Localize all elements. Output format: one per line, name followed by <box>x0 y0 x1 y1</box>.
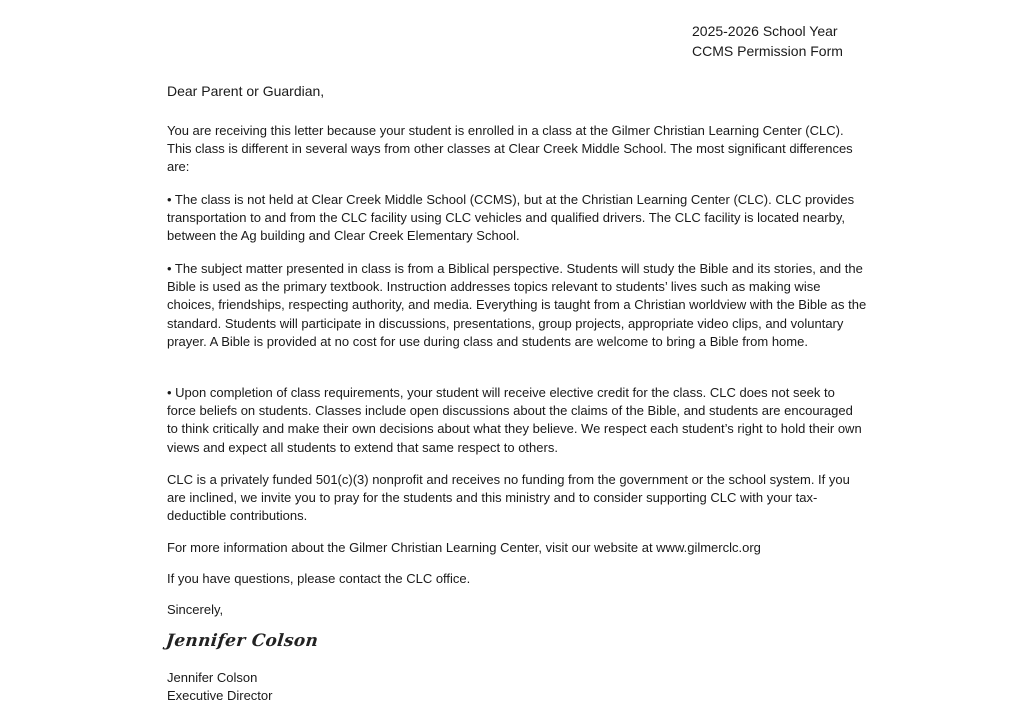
closing: Sincerely, <box>167 602 224 617</box>
bullet-subject-matter: • The subject matter presented in class is from a Biblical perspective. Students will study the Bible and its stories, and the Bible is used as the primary textbook. Instruction addresses topics relevant to students’ lives such as making wise choices, friendships, respecting authority, and media. Everything is taught from a Christian worldview with the Bible as the standard. Students will participate in discussions, presentations, group projects, appropriate video clips, and voluntary prayer. A Bible is provided at no cost for use during class and students are welcome to bring a Bible from home. <box>167 261 867 349</box>
salutation: Dear Parent or Guardian, <box>167 83 325 99</box>
form-title: CCMS Permission Form <box>692 43 843 59</box>
signer-title: Executive Director <box>167 688 273 703</box>
letter-body <box>164 82 867 703</box>
school-year: 2025-2026 School Year <box>692 23 838 39</box>
form-header <box>692 21 843 61</box>
funding-paragraph: CLC is a privately funded 501(c)(3) nonprofit and receives no funding from the government or the school system. If you are inclined, we invite you to pray for the students and this ministry and to consider supporting CLC with your tax-deductible contributions. <box>167 472 850 524</box>
bullet-location: • The class is not held at Clear Creek Middle School (CCMS), but at the Christian Learning Center (CLC). CLC provides transportation to and from the CLC facility using CLC vehicles and qualified drivers. The CLC facility is located nearby, between the Ag building and Clear Creek Elementary School. <box>167 192 855 244</box>
more-info-paragraph: For more information about the Gilmer Christian Learning Center, visit our website at www.gilmerclc.org <box>167 540 761 555</box>
questions-paragraph: If you have questions, please contact the CLC office. <box>167 571 471 586</box>
handwritten-signature: Jennifer Colson <box>164 631 320 651</box>
signer-name: Jennifer Colson <box>167 670 258 685</box>
bullet-credit: • Upon completion of class requirements, your student will receive elective credit for the class. CLC does not seek to force beliefs on students. Classes include open discussions about the claims of the Bible, and students are encouraged to think critically and make their own decisions about what they believe. We respect each student’s right to hold their own views and expect all students to extend that same respect to others. <box>167 385 862 455</box>
intro-paragraph: You are receiving this letter because your student is enrolled in a class at the Gilmer Christian Learning Center (CLC). This class is different in several ways from other classes at Clear Creek Middle School. The most significant differences are: <box>167 123 853 175</box>
